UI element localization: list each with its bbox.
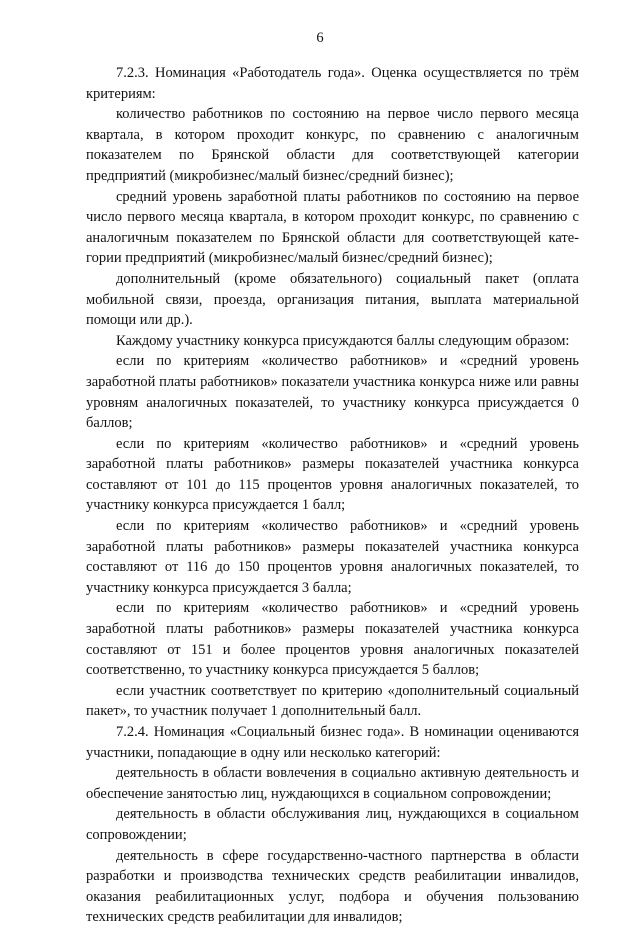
paragraph-score-5: если по критериям «количество работников» и «средний уровень заработной платы работников» размеры показателей участника конкурса составляют от 151 и более процентов уровня аналогичных показателей соответственно, то участнику конкурса присуждается 5 баллов; <box>86 600 579 679</box>
paragraph-score-3: если по критериям «количество работников» и «средний уровень заработной платы работников» размеры показателей участника конкурса составляют от 116 до 150 процентов уровня аналогичных показателей, то участнику конкурса присуждается 3 балла; <box>86 518 579 596</box>
paragraph-score-0: если по критериям «количество работников» и «средний уровень заработной платы работников» показатели участника конкурса ниже или равны уровням аналогичных показателей, то участнику конкурса присуждается 0 баллов; <box>86 353 579 432</box>
paragraph-nomination-employer-intro: 7.2.3. Номинация «Работодатель года». Оценка осуществляется по трём критериям: <box>86 65 579 102</box>
paragraph-criterion-average-salary: средний уровень заработной платы работников по состоянию на первое число первого месяца квартала, в котором проходит конкурс, по сравнению с аналогичным показателем по Брянской области для соответствующей категории предприятий (микробизнес/малый бизнес/средний бизнес); <box>86 188 579 267</box>
paragraph-category-partnership: деятельность в сфере государственно-частного партнерства в области разработки и производства технических средств реабилитации инвалидов, оказания реабилитационных услуг, подбора и обучения пользованию технических средств реабилитации для инвалидов; <box>86 847 579 926</box>
paragraph-nomination-social-business-intro: 7.2.4. Номинация «Социальный бизнес года». В номинации оцениваются участники, попадающие в одну или несколько категорий: <box>86 724 579 761</box>
document-body <box>86 63 579 928</box>
paragraph-criterion-employee-count: количество работников по состоянию на первое число первого месяца квартала, в котором проходит конкурс, по сравнению с аналогичным показателем по Брянской области для соответствующей категории предприятий (микробизнес/малый бизнес/средний бизнес); <box>86 106 579 184</box>
page-number: 6 <box>316 30 324 46</box>
paragraph-category-service: деятельность в области обслуживания лиц, нуждающихся в социальном сопровождении; <box>86 806 579 843</box>
paragraph-score-1: если по критериям «количество работников» и «средний уровень заработной платы работников» размеры показателей участника конкурса составляют от 101 до 115 процентов уровня аналогичных показателей, то участнику конкурса присуждается 1 балл; <box>86 435 579 514</box>
paragraph-score-bonus: если участник соответствует по критерию «дополнительный социальный пакет», то участник получает 1 дополнительный балл. <box>86 682 579 720</box>
paragraph-category-engagement: деятельность в области вовлечения в социально активную деятельность и обеспечение занятостью лиц, нуждающихся в социальном сопровождении; <box>86 765 579 802</box>
paragraph-scoring-intro: Каждому участнику конкурса присуждаются баллы следующим образом: <box>116 332 570 349</box>
paragraph-criterion-social-package: дополнительный (кроме обязательного) социальный пакет (оплата мобильной связи, проезда, организация питания, выплата материальной помощи или др.). <box>86 270 579 329</box>
